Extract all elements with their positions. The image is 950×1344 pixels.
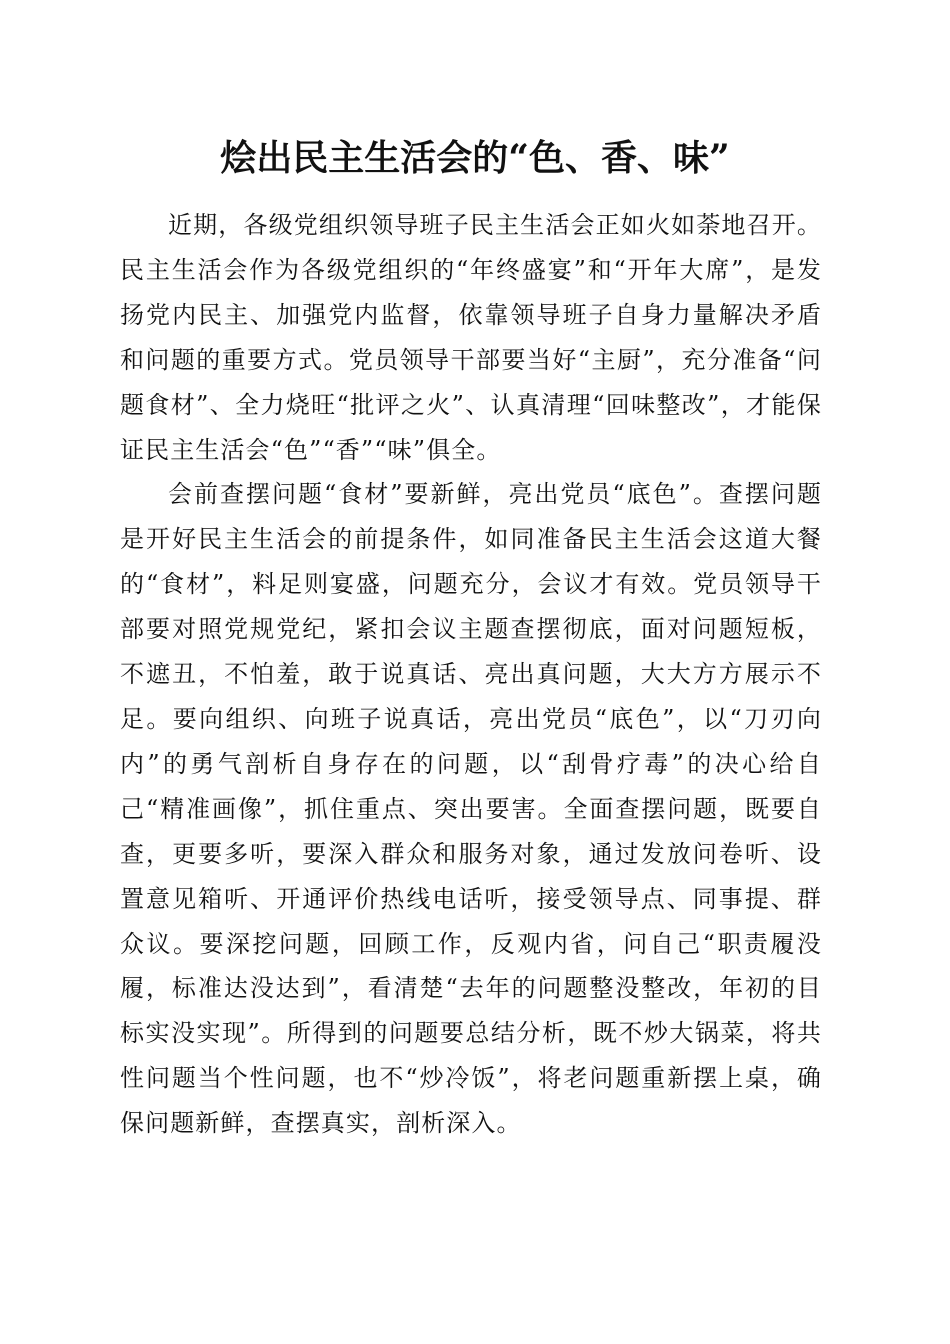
paragraph-problem-review: 会前查摆问题“食材”要新鲜，亮出党员“底色”。查摆问题是开好民主生活会的前提条件，如同准备民主生活会这道大餐的“食材”，料足则宴盛，问题充分，会议才有效。党员领导干部要对照党规党纪，紧扣会议主题查摆彻底，面对问题短板，不遮丑，不怕羞，敢于说真话、亮出真问题，大大方方展示不足。要向组织、向班子说真话，亮出党员“底色”，以“刀刃向内”的勇气剖析自身存在的问题，以“刮骨疗毒”的决心给自己“精准画像”，抓住重点、突出要害。全面查摆问题，既要自查，更要多听，要深入群众和服务对象，通过发放问卷听、设置意见箱听、开通评价热线电话听，接受领导点、同事提、群众议。要深挖问题，回顾工作，反观内省，问自己“职责履没履，标准达没达到”，看清楚“去年的问题整没整改，年初的目标实没实现”。所得到的问题要总结分析，既不炒大锅菜，将共性问题当个性问题，也不“炒冷饭”，将老问题重新摆上桌，确保问题新鲜，查摆真实，剖析深入。 <box>120 480 822 1138</box>
document-body <box>120 203 822 1146</box>
document-title: 烩出民主生活会的“色、香、味” <box>220 137 730 179</box>
paragraph-intro: 近期，各级党组织领导班子民主生活会正如火如荼地召开。民主生活会作为各级党组织的“年终盛宴”和“开年大席”，是发扬党内民主、加强党内监督，依靠领导班子自身力量解决矛盾和问题的重要方式。党员领导干部要当好“主厨”，充分准备“问题食材”、全力烧旺“批评之火”、认真清理“回味整改”，才能保证民主生活会“色”“香”“味”俱全。 <box>120 211 822 464</box>
